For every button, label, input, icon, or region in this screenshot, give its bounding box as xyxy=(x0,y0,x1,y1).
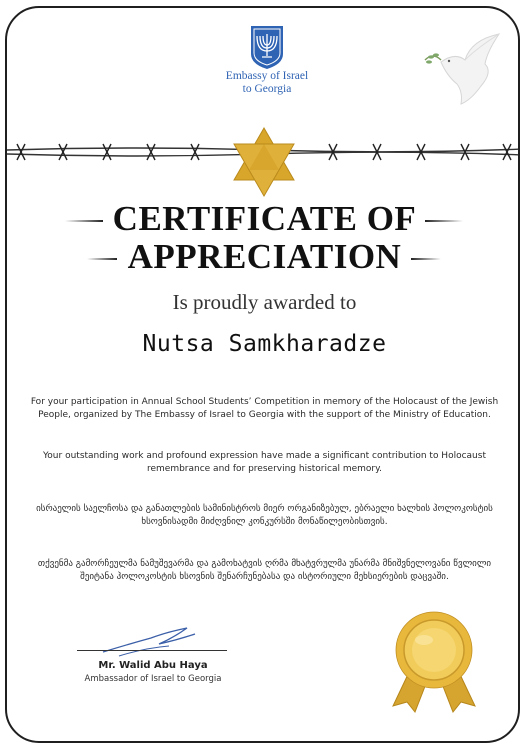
signer-title: Ambassador of Israel to Georgia xyxy=(84,674,222,684)
certificate xyxy=(5,6,520,743)
body-paragraph-georgian-2: თქვენმა გამორჩეულმა ნამუშევარმა და გამოხატვის ღრმა მხატვრულმა უნარმა მნიშვნელოვანი წვლილი შეიტანა ჰოლოკოსტის ხსოვნის შენარჩუნებასა და ისტორიული მეხსიერების დაცვაში. xyxy=(37,559,492,582)
menorah-emblem-icon xyxy=(248,24,286,70)
certificate-title-line-2: APPRECIATION xyxy=(127,237,402,276)
body-paragraph-georgian-1: ისრაელის საელჩოსა და განათლების სამინისტროს მიერ ორგანიზებულ, ებრაელი ხალხის ჰოლოკოსტის ხსოვნისადმი მიძღვნილ კონკურსში მონაწილეობისთვის. xyxy=(36,504,493,527)
body-paragraph-english-2: Your outstanding work and profound expression have made a significant contribution to Holocaust remembrance and for preserving historical memory. xyxy=(43,451,486,474)
signature xyxy=(99,622,209,662)
dove-icon xyxy=(421,30,509,112)
body-paragraph-english-1: For your participation in Annual School Students’ Competition in memory of the Holocaust of the Jewish People, organized by The Embassy of Israel to Georgia with the support of the Ministry of Education. xyxy=(30,397,499,420)
recipient-name: Nutsa Samkharadze xyxy=(142,331,387,357)
awarded-text: Is proudly awarded to xyxy=(172,290,357,314)
star-of-david-icon xyxy=(226,124,302,200)
gold-medal-icon xyxy=(379,606,489,714)
certificate-title-line-1: CERTIFICATE OF xyxy=(112,199,417,238)
embassy-name: Embassy of Israel xyxy=(225,70,309,82)
signer-name: Mr. Walid Abu Haya xyxy=(98,660,208,671)
signature-line xyxy=(77,650,227,651)
embassy-country: to Georgia xyxy=(242,83,292,95)
